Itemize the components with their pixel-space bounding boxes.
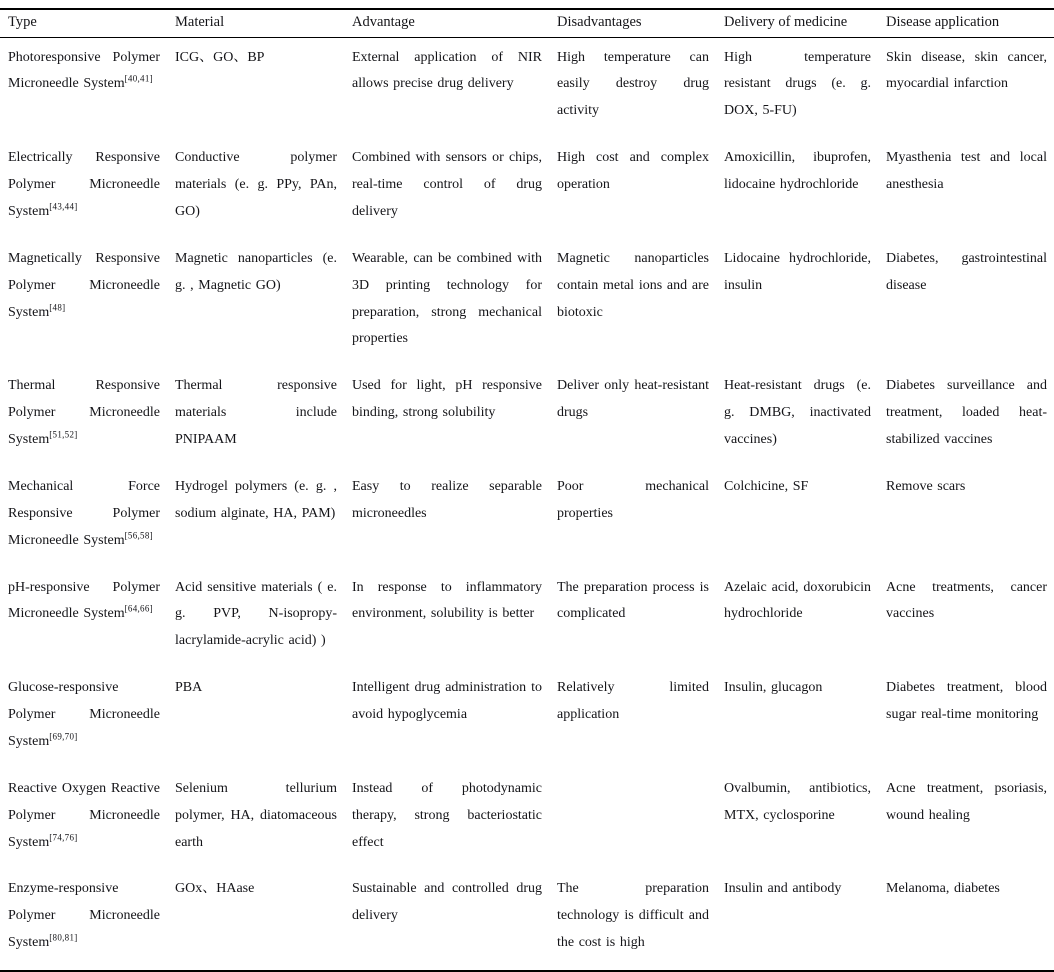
type-text: Electrically Responsive Polymer Microneedle System <box>8 150 160 219</box>
cell-disease: Diabetes treatment, blood sugar real-time monitoring <box>886 680 1047 723</box>
table-row <box>0 869 1054 971</box>
cell-material: Acid sensitive materials ( e. g. PVP, N-isopropy-lacrylamide-acrylic acid) ) <box>175 579 337 649</box>
column-header-type: Type <box>0 9 167 37</box>
reference-superscript: [43,44] <box>49 201 78 212</box>
cell-advantage: Combined with sensors or chips, real-time control of drug delivery <box>352 150 542 219</box>
type-text: Enzyme-responsive Polymer Microneedle System <box>8 881 160 951</box>
reference-superscript: [64,66] <box>124 603 153 614</box>
cell-advantage: In response to inflammatory environment, solubility is better <box>352 579 542 622</box>
cell-material: Thermal responsive materials include PNIPAAM <box>175 378 337 448</box>
cell-advantage: Used for light, pH responsive binding, strong solubility <box>352 378 542 421</box>
cell-disease: Myasthenia test and local anesthesia <box>886 150 1047 193</box>
cell-disease: Diabetes, gastrointestinal disease <box>886 250 1047 293</box>
cell-type <box>0 869 167 971</box>
cell-type <box>0 138 167 239</box>
cell-material: ICG、GO、BP <box>175 49 265 65</box>
cell-advantage: Easy to realize separable microneedles <box>352 478 542 521</box>
reference-superscript: [51,52] <box>49 429 78 440</box>
cell-disadvantages <box>549 769 716 870</box>
table-row <box>0 37 1054 138</box>
reference-superscript: [80,81] <box>49 932 78 943</box>
column-header-disease: Disease application <box>878 9 1054 37</box>
cell-delivery: High temperature resistant drugs (e. g. DOX, 5-FU) <box>724 49 871 119</box>
cell-disease: Acne treatment, psoriasis, wound healing <box>886 780 1047 823</box>
cell-delivery: Azelaic acid, doxorubicin hydrochloride <box>724 579 871 622</box>
type-text: Reactive Oxygen Reactive Polymer Microneedle System <box>8 780 160 850</box>
reference-superscript: [48] <box>49 301 66 312</box>
cell-disadvantages: The preparation technology is difficult and the cost is high <box>557 881 709 951</box>
cell-material: Selenium tellurium polymer, HA, diatomaceous earth <box>175 780 337 850</box>
table-header-row <box>0 9 1054 37</box>
type-text: Thermal Responsive Polymer Microneedle System <box>8 378 160 448</box>
cell-disadvantages: Magnetic nanoparticles contain metal ions and are biotoxic <box>557 250 709 320</box>
cell-material: Hydrogel polymers (e. g. , sodium alginate, HA, PAM) <box>175 478 337 521</box>
reference-superscript: [40,41] <box>124 73 153 84</box>
column-header-disadvantages: Disadvantages <box>549 9 716 37</box>
column-header-material: Material <box>167 9 344 37</box>
cell-type <box>0 239 167 367</box>
type-text: Magnetically Responsive Polymer Microneedle System <box>8 250 160 320</box>
cell-advantage: Sustainable and controlled drug delivery <box>352 881 542 924</box>
cell-delivery: Ovalbumin, antibiotics, MTX, cyclosporine <box>724 780 871 823</box>
cell-disadvantages: Relatively limited application <box>557 680 709 723</box>
reference-superscript: [74,76] <box>49 831 78 842</box>
cell-disease: Skin disease, skin cancer, myocardial infarction <box>886 49 1047 92</box>
cell-type <box>0 668 167 769</box>
cell-type <box>0 366 167 467</box>
cell-disadvantages: High temperature can easily destroy drug activity <box>557 49 709 119</box>
cell-disease: Remove scars <box>886 478 966 494</box>
column-header-advantage: Advantage <box>344 9 549 37</box>
cell-type <box>0 37 167 138</box>
table-row <box>0 366 1054 467</box>
cell-advantage: External application of NIR allows precise drug delivery <box>352 49 542 92</box>
type-text: pH-responsive Polymer Microneedle System <box>8 579 160 622</box>
microneedle-comparison-table <box>0 8 1054 972</box>
table-row <box>0 769 1054 870</box>
cell-type <box>0 769 167 870</box>
type-text: Glucose-responsive Polymer Microneedle System <box>8 680 160 749</box>
cell-disease: Melanoma, diabetes <box>886 881 1000 897</box>
cell-delivery: Insulin, glucagon <box>724 680 823 696</box>
cell-disadvantages: Deliver only heat-resistant drugs <box>557 378 709 421</box>
cell-type <box>0 467 167 568</box>
cell-delivery: Heat-resistant drugs (e. g. DMBG, inactivated vaccines) <box>724 378 871 448</box>
cell-delivery: Colchicine, SF <box>724 478 809 494</box>
cell-advantage: Intelligent drug administration to avoid hypoglycemia <box>352 680 542 723</box>
cell-disease: Diabetes surveillance and treatment, loaded heat-stabilized vaccines <box>886 378 1047 448</box>
reference-superscript: [56,58] <box>124 530 153 541</box>
cell-disadvantages: Poor mechanical properties <box>557 478 709 521</box>
table-row <box>0 239 1054 367</box>
column-header-delivery: Delivery of medicine <box>716 9 878 37</box>
cell-delivery: Lidocaine hydrochloride, insulin <box>724 250 871 293</box>
type-text: Mechanical Force Responsive Polymer Microneedle System <box>8 478 160 548</box>
cell-material: PBA <box>175 680 203 696</box>
table-row <box>0 668 1054 769</box>
cell-type <box>0 568 167 669</box>
cell-disease: Acne treatments, cancer vaccines <box>886 579 1047 622</box>
type-text: Photoresponsive Polymer Microneedle System <box>8 49 160 92</box>
reference-superscript: [69,70] <box>49 731 78 742</box>
cell-delivery: Amoxicillin, ibuprofen, lidocaine hydrochloride <box>724 150 871 193</box>
table-row <box>0 568 1054 669</box>
cell-material: GOx、HAase <box>175 881 255 897</box>
cell-disadvantages: The preparation process is complicated <box>557 579 709 622</box>
table-row <box>0 138 1054 239</box>
cell-advantage: Instead of photodynamic therapy, strong bacteriostatic effect <box>352 780 542 850</box>
cell-advantage: Wearable, can be combined with 3D printing technology for preparation, strong mechanical properties <box>352 250 542 347</box>
cell-delivery: Insulin and antibody <box>724 881 842 897</box>
cell-disadvantages: High cost and complex operation <box>557 150 709 193</box>
cell-material: Magnetic nanoparticles (e. g. , Magnetic GO) <box>175 250 337 293</box>
cell-material: Conductive polymer materials (e. g. PPy, PAn, GO) <box>175 150 337 219</box>
table-row <box>0 467 1054 568</box>
